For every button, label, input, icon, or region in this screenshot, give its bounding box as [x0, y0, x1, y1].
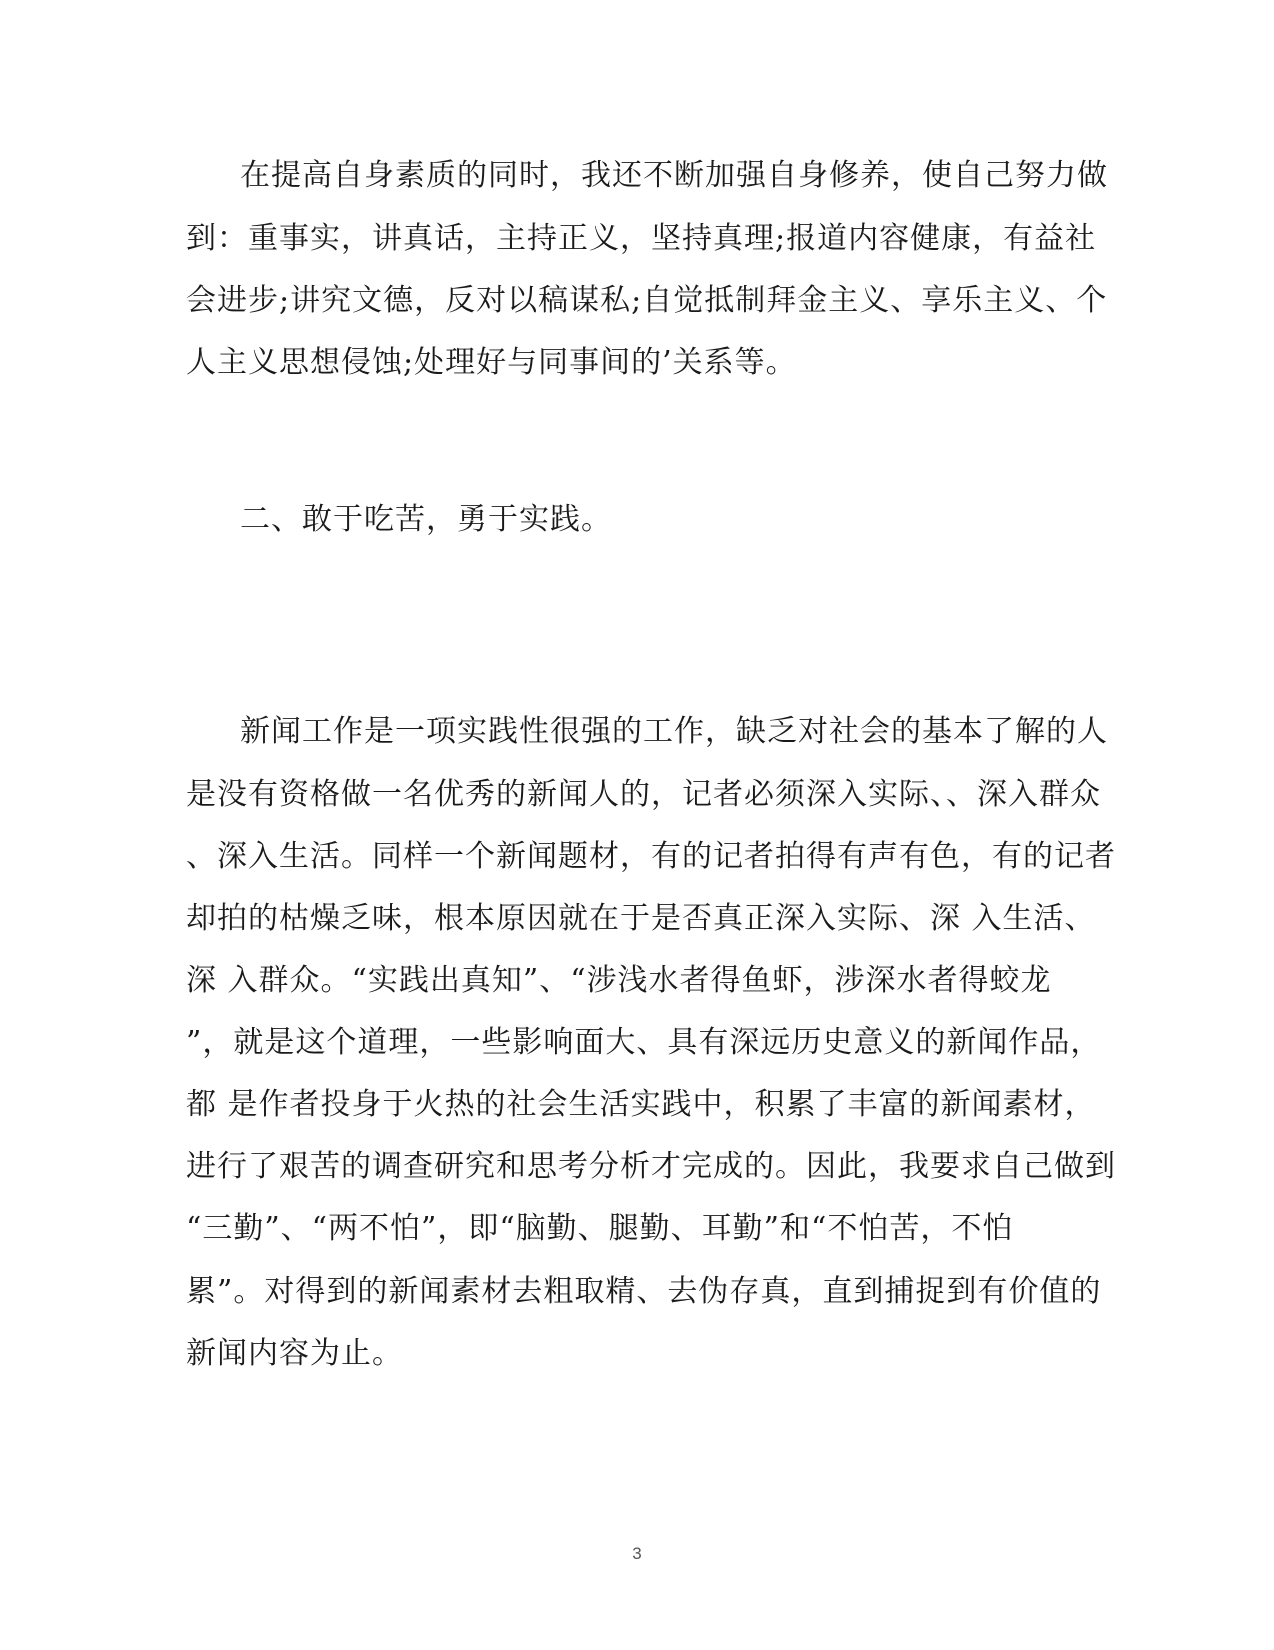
paragraph-2-line-11: 新闻内容为止。	[186, 1336, 403, 1371]
paragraph-2-line-2: 是没有资格做一名优秀的新闻人的，记者必须深入实际、、深入群众	[186, 777, 1101, 812]
paragraph-1-line-2: 到：重事实，讲真话，主持正义，坚持真理;报道内容健康，有益社	[186, 221, 1097, 256]
paragraph-1-line-1: 在提高自身素质的同时，我还不断加强自身修养，使自己努力做	[240, 158, 1108, 193]
paragraph-2-line-6: ”，就是这个道理，一些影响面大、具有深远历史意义的新闻作品，	[186, 1025, 1102, 1060]
paragraph-2-line-10: 累”。对得到的新闻素材去粗取精、去伪存真，直到捕捉到有价值的	[186, 1274, 1102, 1309]
paragraph-2-line-5: 深 入群众。“实践出真知”、“涉浅水者得鱼虾，涉深水者得蛟龙	[186, 963, 1052, 998]
paragraph-2-line-1: 新闻工作是一项实践性很强的工作，缺乏对社会的基本了解的人	[240, 714, 1108, 749]
paragraph-1-line-4: 人主义思想侵蚀;处理好与同事间的’关系等。	[186, 345, 797, 380]
paragraph-2-line-4: 却拍的枯燥乏味，根本原因就在于是否真正深入实际、深 入生活、	[186, 901, 1096, 936]
paragraph-1-line-3: 会进步;讲究文德，反对以稿谋私;自觉抵制拜金主义、享乐主义、个	[186, 283, 1108, 318]
paragraph-2-line-3: 、深入生活。同样一个新闻题材，有的记者拍得有声有色，有的记者	[186, 839, 1116, 874]
paragraph-2-line-9: “三勤”、“两不怕”，即“脑勤、腿勤、耳勤”和“不怕苦，不怕	[186, 1211, 1014, 1246]
paragraph-2-line-7: 都 是作者投身于火热的社会生活实践中，积累了丰富的新闻素材，	[186, 1087, 1096, 1122]
section-heading-2: 二、敢于吃苦，勇于实践。	[240, 502, 612, 537]
page-number: 3	[632, 1544, 642, 1563]
paragraph-2-line-8: 进行了艰苦的调查研究和思考分析才完成的。因此，我要求自己做到	[186, 1149, 1116, 1184]
